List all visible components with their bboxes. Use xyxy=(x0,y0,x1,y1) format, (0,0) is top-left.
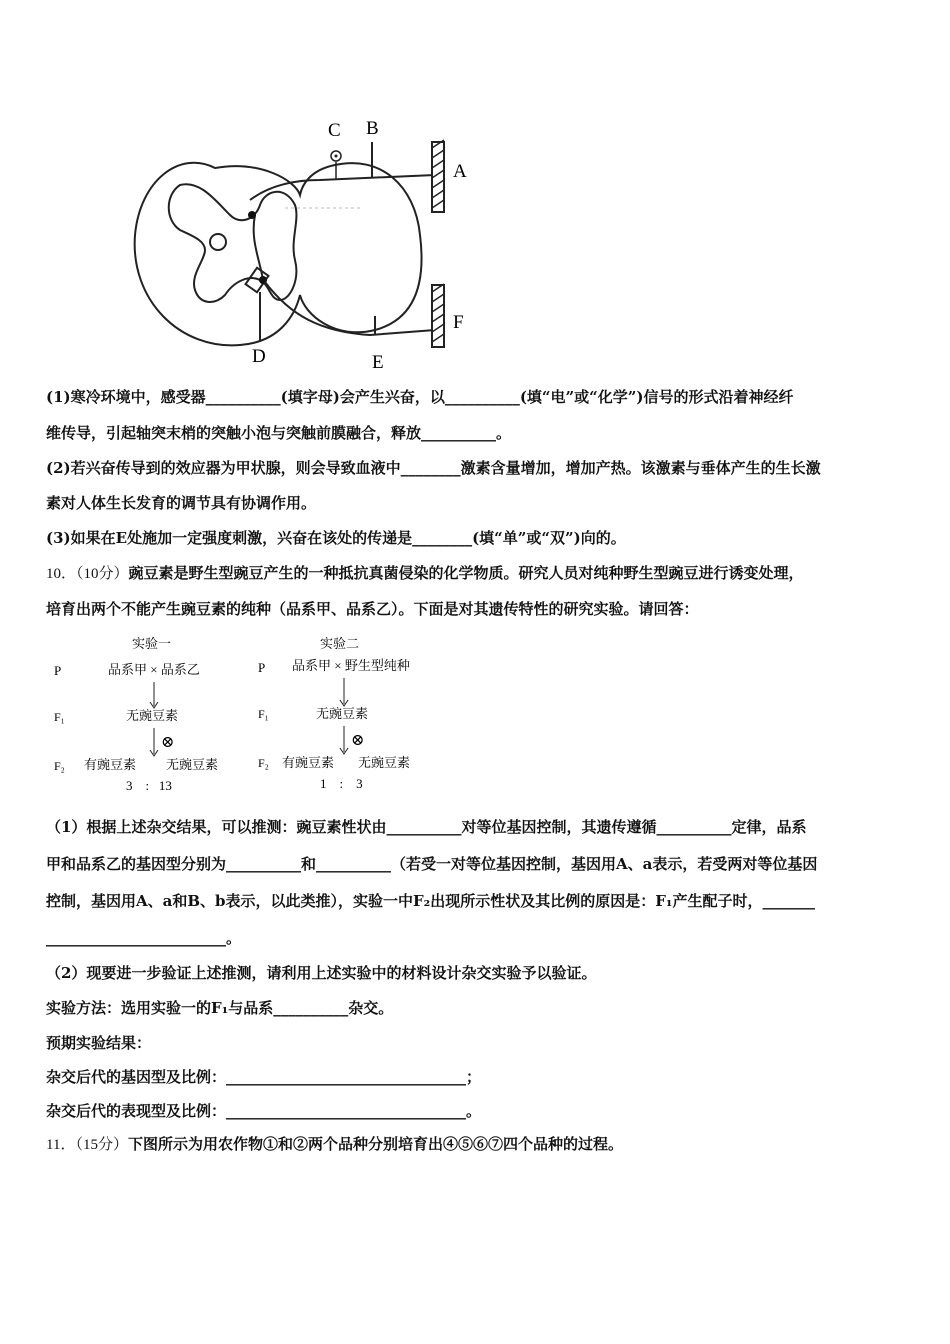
q11-line xyxy=(46,1133,623,1154)
exp1-f2-b: 无豌豆素 xyxy=(166,757,219,772)
q10-score: （10分） xyxy=(76,566,129,582)
exp2-f1-label: F₁ xyxy=(258,707,269,721)
q10-genotype: 杂交后代的基因型及比例：________________________________； xyxy=(46,1068,482,1086)
exp2-p-cross: 品系甲 × 野生型纯种 xyxy=(292,658,410,673)
spinal-cord-outline xyxy=(135,163,422,346)
label-c: C xyxy=(328,120,341,141)
q10-s1-line1: （1）根据上述杂交结果，可以推测：豌豆素性状由__________对等位基因控制，其遗传遵循__________定律，品系 xyxy=(46,818,807,836)
cross-experiments-figure xyxy=(46,632,446,802)
q11-text: 下图所示为用农作物①和②两个品种分别培育出④⑤⑥⑦四个品种的过程。 xyxy=(127,1135,623,1153)
label-f: F xyxy=(453,312,464,333)
exp2-title: 实验二 xyxy=(320,636,360,651)
central-canal xyxy=(210,234,226,250)
exp1-title: 实验一 xyxy=(132,636,172,651)
exp2-f2-a: 有豌豆素 xyxy=(282,755,335,770)
exp1-f1-label: F₁ xyxy=(54,710,65,724)
q9-part2-line2: 素对人体生长发育的调节具有协调作用。 xyxy=(46,494,317,512)
q9-part1-line2: 维传导，引起轴突末梢的突触小泡与突触前膜融合，释放__________。 xyxy=(46,424,512,442)
exp2-ratio: 1 : 3 xyxy=(320,776,363,791)
label-b: B xyxy=(366,118,379,139)
q9-part1-line1: (1)寒冷环境中，感受器__________(填字母)会产生兴奋，以__________(填“电”或“化学”)信号的形式沿着神经纤 xyxy=(46,388,794,406)
q10-intro-line2: 培育出两个不能产生豌豆素的纯种（品系甲、品系乙）。下面是对其遗传特性的研究实验。请回答： xyxy=(46,600,699,618)
grey-matter xyxy=(169,184,297,302)
exp1-f1: 无豌豆素 xyxy=(126,708,179,723)
efferent-nerve xyxy=(265,282,435,335)
q10-s1-line3: 控制，基因用A、a和B、b表示，以此类推），实验一中F₂出现所示性状及其比例的原因是：F₁产生配子时，_______ xyxy=(46,892,815,910)
exp2-selfing: ⊗ xyxy=(351,732,365,749)
q10-s1-line4: ________________________。 xyxy=(46,929,242,947)
exp2-f1: 无豌豆素 xyxy=(316,706,369,721)
q9-part3-line1: (3)如果在E处施加一定强度刺激，兴奋在该处的传递是________(填“单”或“双”)向的。 xyxy=(46,529,626,547)
q9-part2-line1: (2)若兴奋传导到的效应器为甲状腺，则会导致血液中________激素含量增加，增加产热。该激素与垂体产生的生长激 xyxy=(46,459,821,477)
exp1-selfing: ⊗ xyxy=(161,734,175,751)
q10-intro-line1 xyxy=(46,562,804,583)
q10-s1-line2: 甲和品系乙的基因型分别为__________和__________（若受一对等位基因控制，基因用A、a表示，若受两对等位基因 xyxy=(46,855,818,873)
q10-s2-line1: （2）现要进一步验证上述推测，请利用上述实验中的材料设计杂交实验予以验证。 xyxy=(46,964,597,982)
neuron-body-upper xyxy=(248,211,256,219)
q10-method: 实验方法：选用实验一的F₁与品系__________杂交。 xyxy=(46,999,394,1017)
exp1-p-cross: 品系甲 × 品系乙 xyxy=(108,662,200,677)
exp2-f2-b: 无豌豆素 xyxy=(358,755,411,770)
exp1-p-label: P xyxy=(54,663,62,678)
q10-expected: 预期实验结果： xyxy=(46,1034,152,1052)
q11-number: 11． xyxy=(46,1137,76,1153)
q10-phenotype: 杂交后代的表现型及比例：________________________________。 xyxy=(46,1102,482,1120)
q10-intro-text: 豌豆素是野生型豌豆产生的一种抵抗真菌侵染的化学物质。研究人员对纯种野生型豌豆进行诱变处理， xyxy=(128,564,804,582)
label-a: A xyxy=(453,161,467,182)
reflex-arc-figure xyxy=(120,110,490,380)
q10-number: 10． xyxy=(46,566,77,582)
exp2-p-label: P xyxy=(258,660,266,675)
q11-score: （15分） xyxy=(75,1137,128,1153)
exp1-ratio: 3 : 13 xyxy=(126,778,172,793)
exp1-f2-a: 有豌豆素 xyxy=(84,757,137,772)
exp2-f2-label: F₂ xyxy=(258,756,269,770)
label-e: E xyxy=(372,352,384,373)
exp1-f2-label: F₂ xyxy=(54,759,65,773)
label-d: D xyxy=(252,346,266,367)
